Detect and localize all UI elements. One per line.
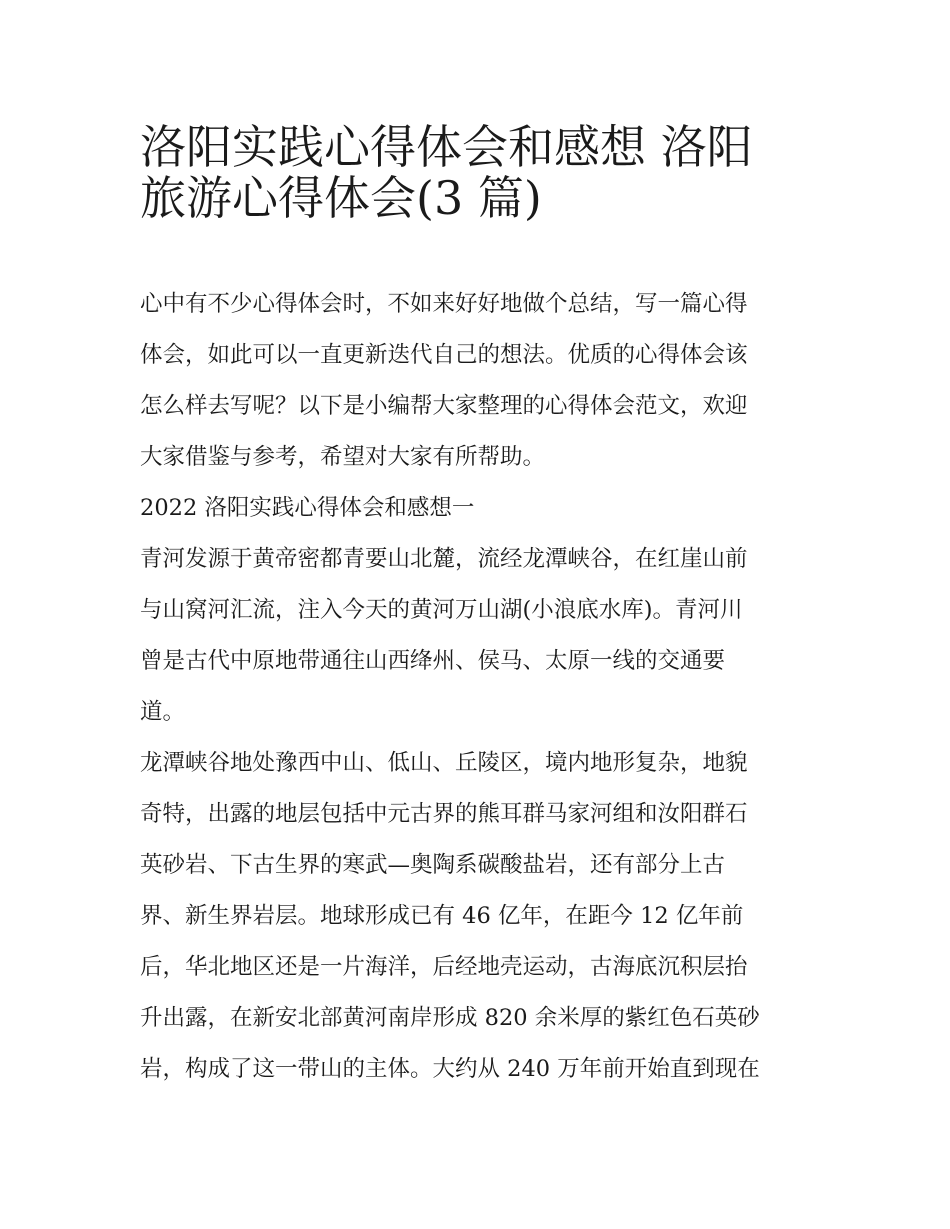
text-line: 界、新生界岩层。地球形成已有 46 亿年，在距今 12 亿年前 [140, 903, 744, 929]
title-line: 旅游心得体会(3 篇) [140, 171, 542, 225]
document-title [140, 110, 820, 225]
title-line: 洛阳实践心得体会和感想 洛阳 [140, 120, 753, 174]
section-heading [140, 483, 815, 534]
intro-paragraph [140, 279, 815, 483]
text-line: 心中有不少心得体会时，不如来好好地做个总结，写一篇心得 [140, 291, 748, 317]
text-line: 大家借鉴与参考，希望对大家有所帮助。 [140, 444, 546, 470]
text-line: 升出露，在新安北部黄河南岸形成 820 余米厚的紫红色石英砂 [140, 1005, 760, 1031]
document-body [140, 279, 815, 1095]
text-line: 曾是古代中原地带通往山西绛州、侯马、太原一线的交通要 [140, 648, 726, 674]
paragraph-qinghe [140, 534, 815, 738]
text-line: 体会，如此可以一直更新迭代自己的想法。优质的心得体会该 [140, 342, 748, 368]
paragraph-longtan [140, 738, 815, 1095]
text-line: 龙潭峡谷地处豫西中山、低山、丘陵区，境内地形复杂，地貌 [140, 750, 748, 776]
text-line: 与山窝河汇流，注入今天的黄河万山湖(小浪底水库)。青河川 [140, 597, 743, 623]
text-line: 怎么样去写呢？以下是小编帮大家整理的心得体会范文，欢迎 [140, 393, 748, 419]
text-line: 奇特，出露的地层包括中元古界的熊耳群马家河组和汝阳群石 [140, 801, 748, 827]
text-line: 岩，构成了这一带山的主体。大约从 240 万年前开始直到现在 [140, 1056, 760, 1082]
text-line: 青河发源于黄帝密都青要山北麓，流经龙潭峡谷，在红崖山前 [140, 546, 748, 572]
section-heading-text: 2022 洛阳实践心得体会和感想一 [140, 495, 475, 521]
text-line: 道。 [140, 699, 186, 725]
text-line: 后，华北地区还是一片海洋，后经地壳运动，古海底沉积层抬 [140, 954, 748, 980]
text-line: 英砂岩、下古生界的寒武—奥陶系碳酸盐岩，还有部分上古 [140, 852, 726, 878]
